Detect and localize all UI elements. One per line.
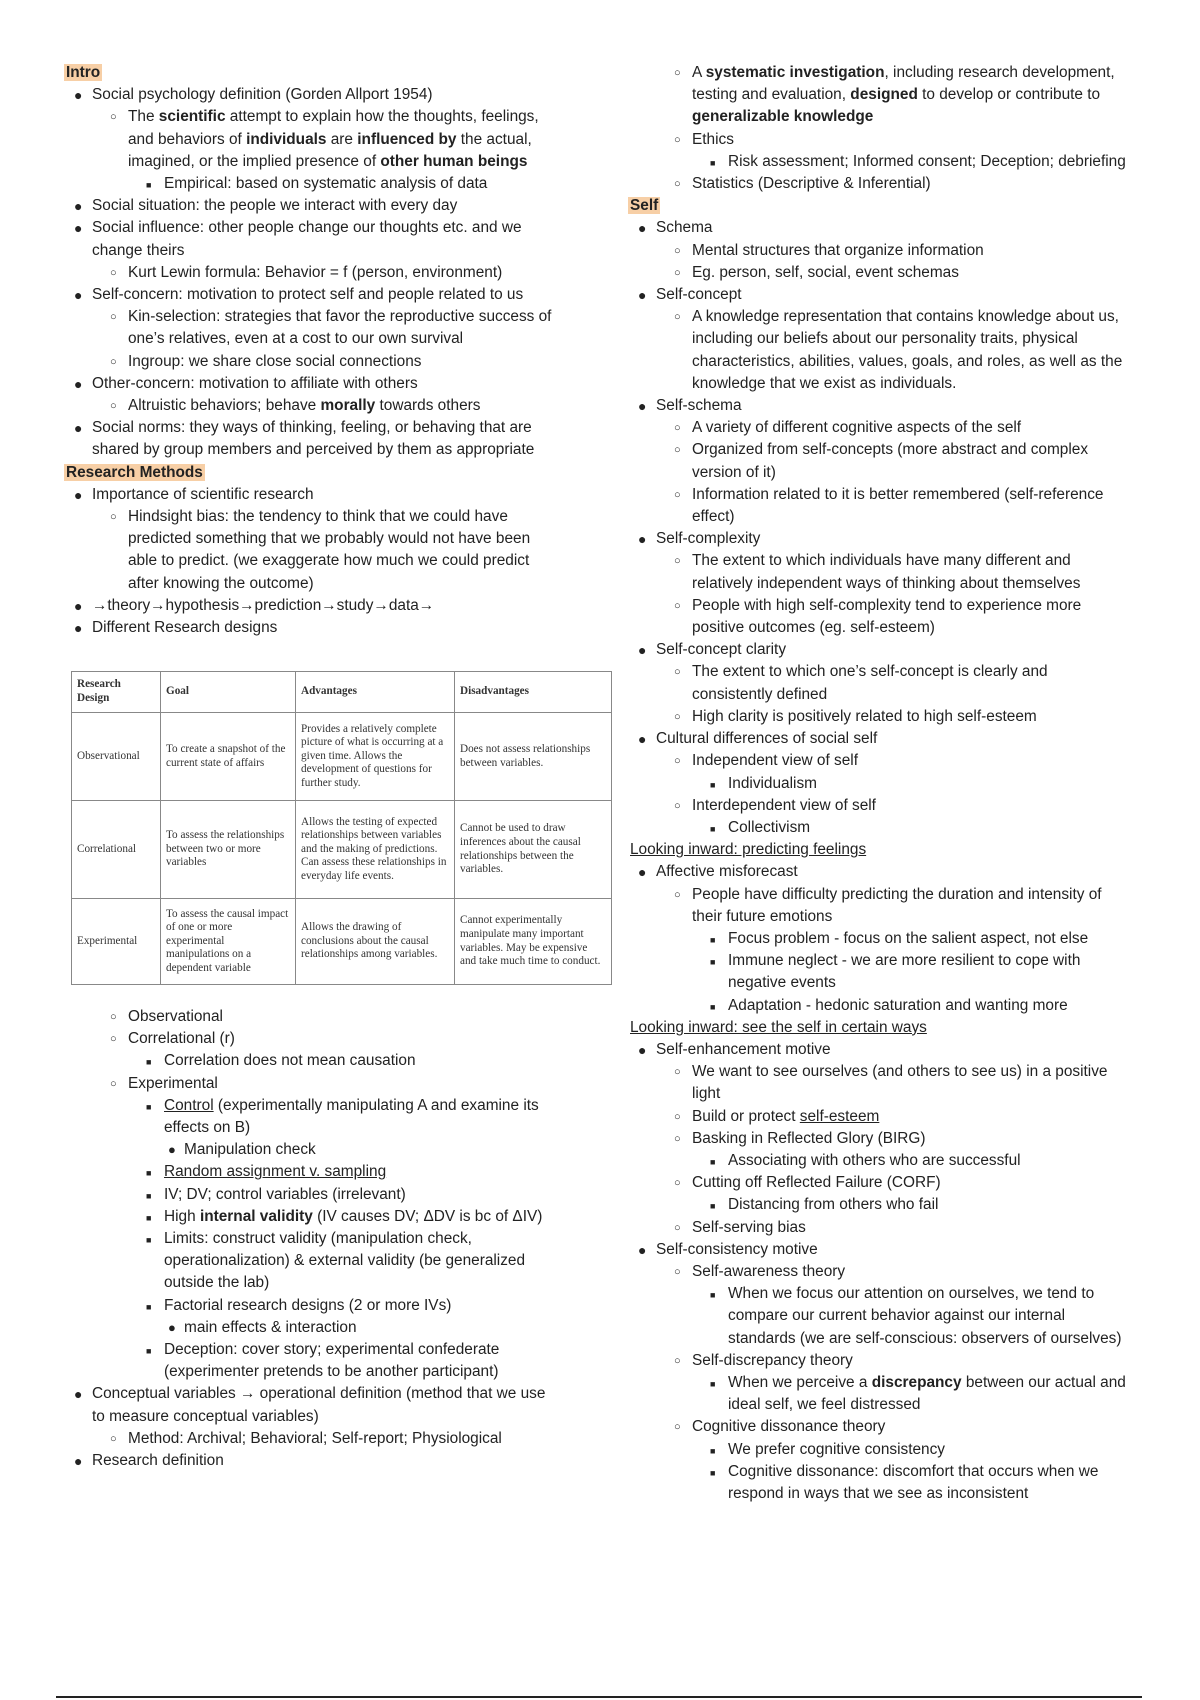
bullet: ● Affective misforecast: [638, 863, 798, 881]
table-row: [72, 899, 612, 985]
continuation: version of it): [692, 463, 776, 481]
sub-bullet: ○ Self-awareness theory: [674, 1262, 846, 1280]
bullet: ● Other-concern: motivation to affiliate with others: [74, 374, 418, 392]
continuation: effect): [692, 508, 735, 526]
sub-bullet: ○ The extent to which individuals have many different and: [674, 552, 1071, 570]
sub-bullet: ○ The scientific attempt to explain how the thoughts, feelings,: [110, 108, 539, 126]
continuation: imagined, or the implied presence of other human beings: [128, 152, 528, 170]
sub-bullet: ○ High clarity is positively related to high self-esteem: [674, 707, 1037, 725]
bullet: ● Self-concept: [638, 286, 742, 304]
square-bullet: ■ Individualism: [710, 774, 817, 792]
square-bullet: ■ Correlation does not mean causation: [146, 1052, 416, 1070]
bullet: ● Social influence: other people change our thoughts etc. and we: [74, 219, 522, 237]
continuation: compare our current behavior against our internal: [728, 1307, 1066, 1325]
square-bullet: ■ Cognitive dissonance: discomfort that occurs when we: [710, 1462, 1099, 1480]
square-bullet: ■ High internal validity (IV causes DV; ΔDV is bc of ΔIV): [146, 1207, 543, 1225]
sub-bullet: ○ Altruistic behaviors; behave morally towards others: [110, 397, 481, 415]
table-cell: Allows the testing of expected relationships between variables and the making of predictions. Can assess these relationships in everyday life events.: [296, 801, 455, 899]
bullet: ● →theory→hypothesis→prediction→study→data→: [74, 596, 435, 614]
continuation: their future emotions: [692, 907, 833, 925]
sub-bullet: ○ Observational: [110, 1008, 223, 1025]
continuation: after knowing the outcome): [128, 574, 314, 592]
sub-bullet: ○ We want to see ourselves (and others to see us) in a positive: [674, 1063, 1108, 1081]
sub-bullet: ○ Build or protect self-esteem: [674, 1107, 880, 1125]
table-header-row: [72, 672, 612, 713]
sub-bullet: ○ Organized from self-concepts (more abstract and complex: [674, 441, 1089, 459]
table-header: Goal: [161, 672, 296, 713]
continuation: generalizable knowledge: [692, 108, 874, 126]
square-bullet: ■ Limits: construct validity (manipulation check,: [146, 1230, 472, 1248]
continuation: (experimenter pretends to be another participant): [164, 1363, 499, 1381]
sub-bullet: ○ Experimental: [110, 1074, 218, 1092]
square-bullet: ■ Risk assessment; Informed consent; Deception; debriefing: [710, 152, 1126, 170]
sub-bullet: ○ Hindsight bias: the tendency to think that we could have: [110, 508, 508, 526]
heading-intro: Intro: [66, 64, 101, 81]
table-cell: To assess the relationships between two or more variables: [161, 801, 296, 899]
research-design-table: [71, 671, 612, 985]
sub-bullet: ○ Independent view of self: [674, 752, 858, 770]
continuation: and behaviors of individuals are influenced by the actual,: [128, 130, 532, 148]
bullet: ● Social situation: the people we interact with every day: [74, 197, 458, 215]
sub-bullet: ○ Cutting off Reflected Failure (CORF): [674, 1174, 941, 1192]
continuation: predicted something that we probably would not have been: [128, 530, 531, 548]
table-cell: Allows the drawing of conclusions about the causal relationships among variables.: [296, 899, 455, 985]
sub-bullet: ○ Ethics: [674, 130, 734, 148]
table-row: [72, 801, 612, 899]
dot-bullet: ● main effects & interaction: [168, 1318, 357, 1336]
sub-bullet: ○ Eg. person, self, social, event schemas: [674, 263, 959, 281]
heading-self: Self: [630, 197, 659, 215]
sub-bullet: ○ Kin-selection: strategies that favor the reproductive success of: [110, 308, 552, 326]
bullet: ● Social psychology definition (Gorden Allport 1954): [74, 86, 433, 104]
continuation: relatively independent ways of thinking about themselves: [692, 574, 1081, 592]
continuation: consistently defined: [692, 685, 828, 703]
square-bullet: ■ Control (experimentally manipulating A and examine its: [146, 1096, 539, 1114]
heading-research-methods: Research Methods: [66, 463, 203, 481]
right-column: [630, 62, 1170, 1505]
sub-bullet: ○ A systematic investigation, including research development,: [674, 64, 1115, 81]
heading-see-self: Looking inward: see the self in certain ways: [630, 1018, 927, 1036]
bullet: ● Cultural differences of social self: [638, 730, 878, 748]
continuation: change theirs: [92, 241, 185, 259]
sub-bullet: ○ Ingroup: we share close social connections: [110, 352, 422, 370]
sub-bullet: ○ The extent to which one’s self-concept is clearly and: [674, 663, 1048, 681]
bullet: ● Research definition: [74, 1452, 224, 1470]
continuation: standards (we are self-conscious: observers of ourselves): [728, 1329, 1122, 1347]
square-bullet: ■ Immune neglect - we are more resilient to cope with: [710, 952, 1081, 970]
footer-rule: [56, 1696, 1142, 1698]
left-column: [66, 62, 611, 639]
square-bullet: ■ We prefer cognitive consistency: [710, 1440, 945, 1458]
square-bullet: ■ Random assignment v. sampling: [146, 1163, 387, 1181]
sub-bullet: ○ Statistics (Descriptive & Inferential): [674, 175, 931, 193]
continuation: testing and evaluation, designed to develop or contribute to: [692, 86, 1101, 104]
continuation: characteristics, abilities, values, goals, and roles, as well as the: [692, 352, 1123, 370]
continuation: shared by group members and perceived by them as appropriate: [92, 441, 535, 459]
continuation: respond in ways that we see as inconsistent: [728, 1485, 1029, 1502]
bullet: ● Self-concept clarity: [638, 641, 787, 659]
bullet: ● Different Research designs: [74, 619, 278, 637]
sub-bullet: ○ People with high self-complexity tend to experience more: [674, 596, 1082, 614]
bullet: ● Social norms: they ways of thinking, feeling, or behaving that are: [74, 419, 532, 437]
bullet: ● Schema: [638, 219, 713, 237]
table-cell: To assess the causal impact of one or more experimental manipulations on a dependent variable: [161, 899, 296, 985]
square-bullet: ■ Associating with others who are successful: [710, 1151, 1021, 1169]
sub-bullet: ○ People have difficulty predicting the duration and intensity of: [674, 885, 1102, 903]
square-bullet: ■ Adaptation - hedonic saturation and wanting more: [710, 996, 1068, 1014]
continuation: to measure conceptual variables): [92, 1407, 319, 1425]
table-header: Research Design: [72, 672, 161, 713]
bullet: ● Self-consistency motive: [638, 1240, 818, 1258]
square-bullet: ■ Distancing from others who fail: [710, 1196, 939, 1214]
sub-bullet: ○ Mental structures that organize information: [674, 241, 984, 259]
bullet: ● Self-schema: [638, 397, 742, 415]
sub-bullet: ○ Interdependent view of self: [674, 796, 876, 814]
bullet: ● Self-complexity: [638, 530, 761, 548]
sub-bullet: ○ Basking in Reflected Glory (BIRG): [674, 1129, 926, 1147]
continuation: including our beliefs about our personality traits, physical: [692, 330, 1078, 348]
continuation: knowledge that we exist as individuals.: [692, 374, 957, 392]
table-row: [72, 713, 612, 801]
table-header: Disadvantages: [455, 672, 612, 713]
sub-bullet: ○ Cognitive dissonance theory: [674, 1418, 886, 1436]
table-cell: Cannot be used to draw inferences about the causal relationships between the variables.: [455, 801, 612, 899]
sub-bullet: ○ Self-discrepancy theory: [674, 1351, 853, 1369]
table-cell: Correlational: [72, 801, 161, 899]
sub-bullet: ○ Method: Archival; Behavioral; Self-report; Physiological: [110, 1429, 502, 1447]
continuation: negative events: [728, 974, 836, 992]
square-bullet: ■ IV; DV; control variables (irrelevant): [146, 1185, 406, 1203]
heading-predicting-feelings: Looking inward: predicting feelings: [630, 841, 867, 859]
square-bullet: ■ When we focus our attention on ourselves, we tend to: [710, 1285, 1095, 1303]
square-bullet: ■ Deception: cover story; experimental confederate: [146, 1341, 500, 1359]
continuation: effects on B): [164, 1119, 251, 1137]
continuation: positive outcomes (eg. self-esteem): [692, 619, 935, 637]
continuation: light: [692, 1085, 721, 1103]
square-bullet: ■ Collectivism: [710, 818, 811, 836]
square-bullet: ■ Factorial research designs (2 or more IVs): [146, 1296, 452, 1314]
continuation: outside the lab): [164, 1274, 270, 1292]
left-column-continued: [66, 1006, 611, 1472]
continuation: one’s relatives, even at a cost to our own survival: [128, 330, 464, 348]
sub-bullet: ○ A knowledge representation that contains knowledge about us,: [674, 308, 1119, 326]
table-cell: Does not assess relationships between variables.: [455, 713, 612, 801]
table-cell: Provides a relatively complete picture of what is occurring at a given time. Allows the development of questions for further study.: [296, 713, 455, 801]
table-cell: To create a snapshot of the current state of affairs: [161, 713, 296, 801]
square-bullet: ■ Empirical: based on systematic analysis of data: [146, 175, 488, 193]
square-bullet: ■ When we perceive a discrepancy between our actual and: [710, 1373, 1126, 1391]
table-cell: Cannot experimentally manipulate many important variables. May be expensive and take much time to conduct.: [455, 899, 612, 985]
table-header: Advantages: [296, 672, 455, 713]
sub-bullet: ○ Correlational (r): [110, 1030, 235, 1048]
sub-bullet: ○ A variety of different cognitive aspects of the self: [674, 419, 1022, 437]
bullet: ● Self-concern: motivation to protect self and people related to us: [74, 286, 524, 304]
continuation: able to predict. (we exaggerate how much we could predict: [128, 552, 530, 570]
bullet: ● Self-enhancement motive: [638, 1040, 831, 1058]
square-bullet: ■ Focus problem - focus on the salient aspect, not else: [710, 929, 1089, 947]
dot-bullet: ● Manipulation check: [168, 1141, 316, 1159]
continuation: operationalization) & external validity (be generalized: [164, 1252, 526, 1270]
bullet: ● Importance of scientific research: [74, 485, 314, 503]
sub-bullet: ○ Self-serving bias: [674, 1218, 806, 1236]
sub-bullet: ○ Kurt Lewin formula: Behavior = f (person, environment): [110, 263, 503, 281]
bullet: ● Conceptual variables → operational definition (method that we use: [74, 1385, 546, 1403]
table-cell: Experimental: [72, 899, 161, 985]
table-cell: Observational: [72, 713, 161, 801]
sub-bullet: ○ Information related to it is better remembered (self-reference: [674, 485, 1104, 503]
continuation: ideal self, we feel distressed: [728, 1396, 921, 1414]
